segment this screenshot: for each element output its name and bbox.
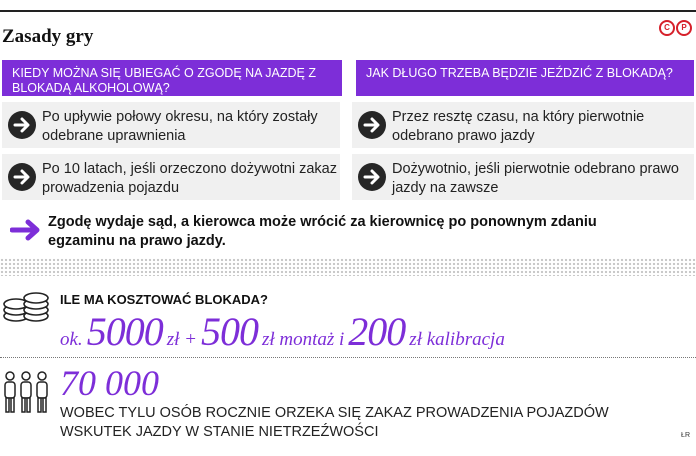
left-item-1 bbox=[2, 102, 340, 148]
cost-unit-calibration: zł kalibracja bbox=[409, 329, 505, 350]
left-item-2 bbox=[2, 154, 340, 200]
right-column-header: JAK DŁUGO TRZEBA BĘDZIE JEŹDZIĆ Z BLOKADĄ? bbox=[356, 60, 694, 96]
page-title: Zasady gry bbox=[2, 26, 94, 47]
arrow-right-icon bbox=[358, 111, 386, 139]
right-item-2 bbox=[352, 154, 694, 200]
copyright-badge bbox=[659, 20, 692, 36]
cost-prefix: ok. bbox=[60, 329, 83, 350]
arrow-right-icon bbox=[8, 163, 36, 191]
people-icon bbox=[0, 370, 52, 421]
arrow-right-icon bbox=[358, 163, 386, 191]
cost-amount-calibration: 200 bbox=[348, 309, 406, 354]
cost-amount-lock: 5000 bbox=[86, 309, 163, 354]
right-item-1 bbox=[352, 102, 694, 148]
source-credit: ŁR bbox=[681, 432, 690, 439]
badge-letter-c: C bbox=[659, 20, 675, 36]
people-description: WOBEC TYLU OSÓB ROCZNIE ORZEKA SIĘ ZAKAZ PROWADZENIA POJAZDÓW WSKUTEK JAZDY W STANIE NIETRZEŹWOŚCI bbox=[60, 405, 609, 440]
dotted-divider bbox=[0, 258, 696, 276]
arrow-right-icon bbox=[8, 111, 36, 139]
badge-letter-p: P bbox=[676, 20, 692, 36]
left-item-1-text: Po upływie połowy okresu, na który zostały odebrane uprawnienia bbox=[42, 109, 318, 144]
cost-question: ILE MA KOSZTOWAĆ BLOKADA? bbox=[60, 292, 268, 307]
left-item-2-text: Po 10 latach, jeśli orzeczono dożywotni zakaz prowadzenia pojazdu bbox=[42, 161, 337, 196]
cost-unit-lock: zł + bbox=[166, 329, 197, 350]
right-item-1-text: Przez resztę czasu, na który pierwotnie odebrano prawo jazdy bbox=[392, 109, 645, 144]
dotted-separator bbox=[0, 357, 696, 358]
left-column-header: KIEDY MOŻNA SIĘ UBIEGAĆ O ZGODĘ NA JAZDĘ Z BLOKADĄ ALKOHOLOWĄ? bbox=[2, 60, 342, 96]
top-rule bbox=[0, 10, 696, 12]
purple-arrow-icon bbox=[10, 219, 42, 246]
people-count: 70 000 bbox=[60, 363, 159, 403]
cost-line bbox=[60, 308, 505, 355]
right-item-2-text: Dożywotnio, jeśli pierwotnie odebrano prawo jazdy na zawsze bbox=[392, 161, 679, 196]
cost-amount-install: 500 bbox=[200, 309, 258, 354]
cost-unit-install: zł montaż i bbox=[261, 329, 345, 350]
coins-icon bbox=[2, 286, 52, 331]
court-note: Zgodę wydaje sąd, a kierowca może wrócić za kierownicę po ponownym zdaniu egzaminu na prawo jazdy. bbox=[48, 214, 597, 249]
